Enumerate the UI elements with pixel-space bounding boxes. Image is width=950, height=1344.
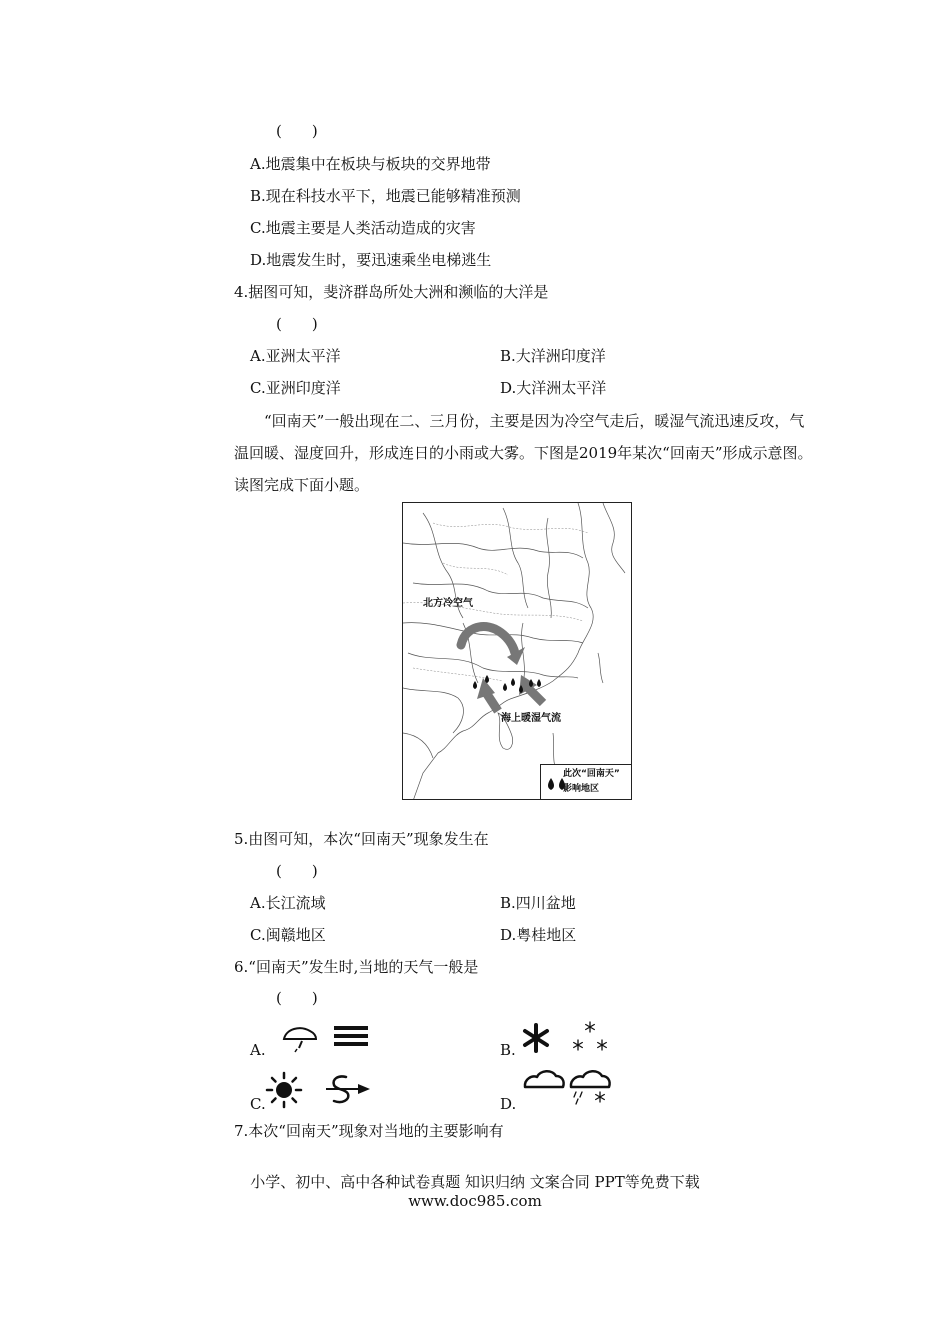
sandstorm-icon (324, 1073, 372, 1107)
q6-option-c: C. (250, 1095, 266, 1113)
q4-option-c: C.亚洲印度洋 (250, 379, 341, 397)
q3-option-c: C.地震主要是人类活动造成的灾害 (250, 219, 476, 237)
q6-option-b: B. (500, 1041, 516, 1059)
q5-stem: 5.由图可知，本次“回南天”现象发生在 (234, 830, 489, 848)
q3-option-a: A.地震集中在板块与板块的交界地带 (250, 155, 491, 173)
q6-answer-blank: ( ) (276, 989, 318, 1007)
q3-answer-blank: ( ) (276, 122, 318, 140)
fog-icon (332, 1024, 372, 1050)
q6-option-a: A. (250, 1041, 266, 1059)
cloudy-icon (522, 1068, 566, 1090)
map-linework (403, 503, 632, 800)
sleet-icon (568, 1066, 612, 1106)
footer-line1: 小学、初中、高中各种试卷真题 知识归纳 文案合同 PPT等免费下载 (250, 1173, 700, 1191)
q5-option-a: A.长江流域 (250, 894, 326, 912)
q5-answer-blank: ( ) (276, 862, 318, 880)
q3-option-b: B.现在科技水平下，地震已能够精准预测 (250, 187, 521, 205)
cold-air-label: 北方冷空气 (423, 598, 473, 609)
footer-url: www.doc985.com (408, 1192, 542, 1210)
reading-passage: “回南天”一般出现在二、三月份，主要是因为冷空气走后，暖湿气流迅速反攻，气温回暖、湿度回升，形成连日的小雨或大雾。下图是2019年某次“回南天”形成示意图。读图完成下面小题。 (234, 412, 813, 494)
q5-option-d: D.粤桂地区 (500, 926, 577, 944)
q4-option-d: D.大洋洲太平洋 (500, 379, 607, 397)
sunny-icon (264, 1070, 304, 1110)
light-snow-icon (570, 1020, 610, 1054)
q6-option-d: D. (500, 1095, 517, 1113)
q5-option-b: B.四川盆地 (500, 894, 576, 912)
q4-option-a: A.亚洲太平洋 (250, 347, 341, 365)
raindrop-7 (537, 679, 541, 687)
huinantian-map (402, 502, 632, 800)
q4-answer-blank: ( ) (276, 315, 318, 333)
legend-line1: 此次“回南天” (563, 769, 620, 779)
raindrop-6 (529, 679, 533, 687)
q4-option-b: B.大洋洲印度洋 (500, 347, 606, 365)
raindrop-3 (503, 683, 507, 691)
q3-option-d: D.地震发生时，要迅速乘坐电梯逃生 (250, 251, 492, 269)
raindrop-4 (511, 678, 515, 686)
q4-stem: 4.据图可知，斐济群岛所处大洲和濒临的大洋是 (234, 283, 549, 301)
q7-stem: 7.本次“回南天”现象对当地的主要影响有 (234, 1122, 504, 1140)
light-rain-icon (280, 1023, 320, 1053)
map-legend (540, 764, 631, 799)
raindrop-2 (485, 675, 489, 683)
q6-stem: 6.“回南天”发生时,当地的天气一般是 (234, 958, 479, 976)
legend-line2: 影响地区 (563, 784, 600, 794)
warm-air-label: 海上暖湿气流 (501, 713, 561, 724)
q5-option-c: C.闽赣地区 (250, 926, 326, 944)
heavy-snow-icon (520, 1022, 552, 1054)
raindrop-1 (473, 681, 477, 689)
